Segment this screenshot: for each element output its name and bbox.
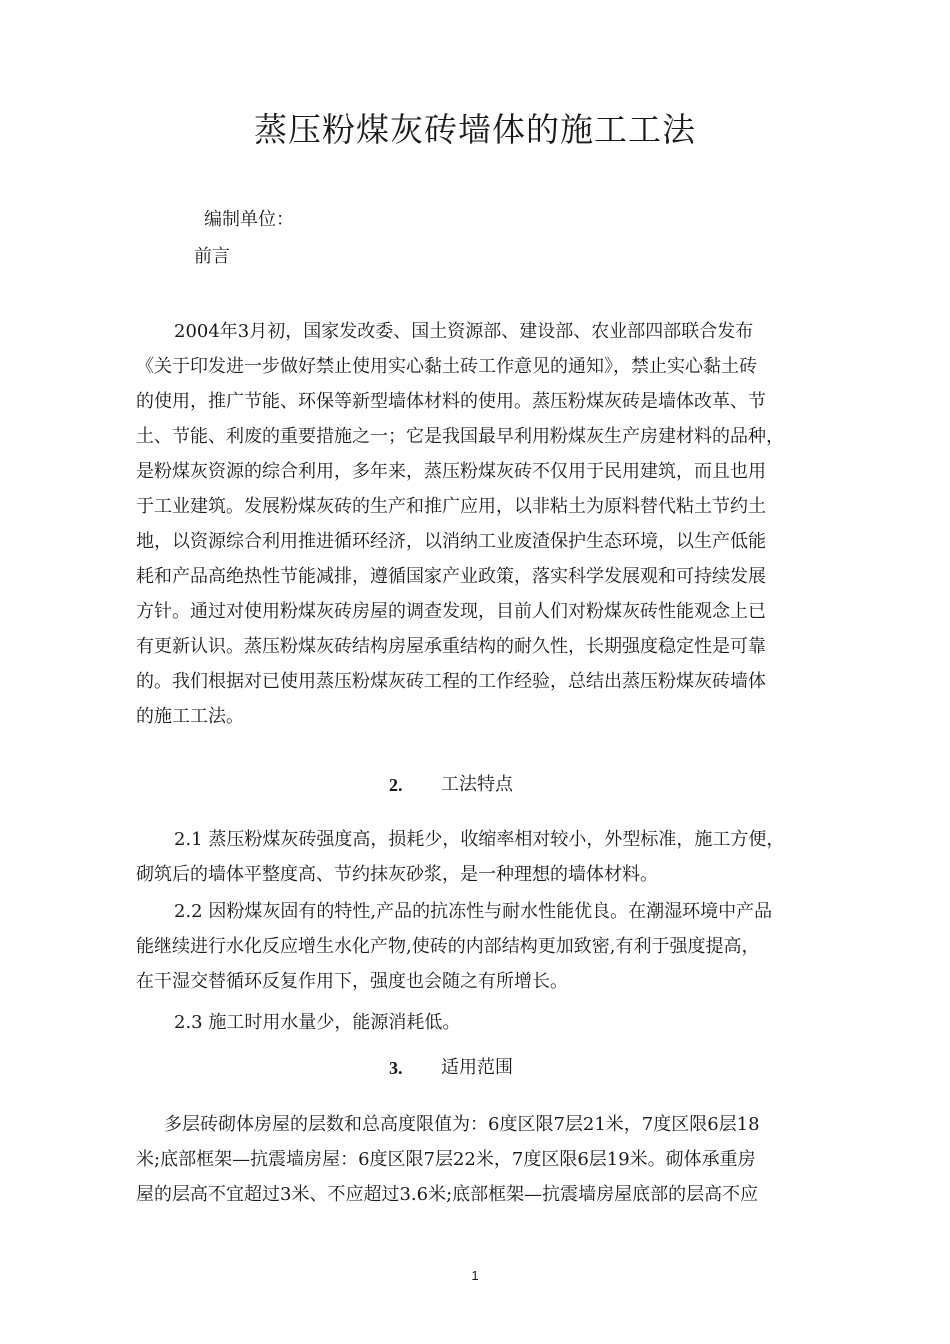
paragraph-line: 的使用，推广节能、环保等新型墙体材料的使用。蒸压粉煤灰砖是墙体改革、节 [136,391,766,412]
paragraph-line: 土、节能、利废的重要措施之一；它是我国最早利用粉煤灰生产房建材料的品种， [136,426,784,447]
compiler-label: 编制单位： [204,209,294,230]
section-3-paragraph [136,1107,826,1212]
paragraph-line: 于工业建筑。发展粉煤灰砖的生产和推广应用，以非粘土为原料替代粘土节约土 [136,496,766,517]
paragraph-line: 屋的层高不宜超过3米、不应超过3.6米;底部框架—抗震墙房屋底部的层高不应 [136,1184,759,1205]
paragraph-line: 在干湿交替循环反复作用下，强度也会随之有所增长。 [136,971,568,992]
paragraph-line: 能继续进行水化反应增生水化产物,使砖的内部结构更加致密,有利于强度提高， [136,936,760,957]
paragraph-line: 地，以资源综合利用推进循环经济，以消纳工业废渣保护生态环境，以生产低能 [136,531,766,552]
section-2-paragraph-2 [136,894,826,999]
section-2-paragraph-1 [136,822,826,892]
section-title: 适用范围 [441,1057,513,1078]
paragraph-line: 是粉煤灰资源的综合利用，多年来，蒸压粉煤灰砖不仅用于民用建筑，而且也用 [136,461,766,482]
section-number: 3. [389,1058,403,1078]
paragraph-line: 2.3 施工时用水量少，能源消耗低。 [174,1012,461,1033]
foreword-label: 前言 [194,246,230,267]
page-number: 1 [471,1268,479,1283]
paragraph-line: 米;底部框架—抗震墙房屋：6度区限7层22米，7度区限6层19米。砌体承重房 [136,1149,756,1170]
paragraph-line: 耗和产品高绝热性节能减排，遵循国家产业政策，落实科学发展观和可持续发展 [136,566,766,587]
section-2-paragraph-3 [136,1005,826,1040]
section-number: 2. [389,775,403,795]
paragraph-line: 砌筑后的墙体平整度高、节约抹灰砂浆，是一种理想的墙体材料。 [136,864,658,885]
paragraph-line: 多层砖砌体房屋的层数和总高度限值为：6度区限7层21米，7度区限6层18 [164,1114,760,1135]
paragraph-line: 《关于印发进一步做好禁止使用实心黏土砖工作意见的通知》，禁止实心黏土砖 [136,356,757,377]
paragraph-line: 方针。通过对使用粉煤灰砖房屋的调查发现，目前人们对粉煤灰砖性能观念上已 [136,601,766,622]
paragraph-line: 的施工工法。 [136,706,244,727]
paragraph-line: 的。我们根据对已使用蒸压粉煤灰砖工程的工作经验，总结出蒸压粉煤灰砖墙体 [136,671,766,692]
section-title: 工法特点 [441,774,513,795]
paragraph-line: 2.1 蒸压粉煤灰砖强度高，损耗少，收缩率相对较小，外型标准，施工方便， [174,829,785,850]
foreword-paragraph [136,314,826,734]
document-title: 蒸压粉煤灰砖墙体的施工工法 [254,110,696,149]
paragraph-line: 2004年3月初，国家发改委、国土资源部、建设部、农业部四部联合发布 [174,321,754,342]
paragraph-line: 2.2 因粉煤灰固有的特性,产品的抗冻性与耐水性能优良。在潮湿环境中产品 [174,901,773,922]
paragraph-line: 有更新认识。蒸压粉煤灰砖结构房屋承重结构的耐久性，长期强度稳定性是可靠 [136,636,766,657]
